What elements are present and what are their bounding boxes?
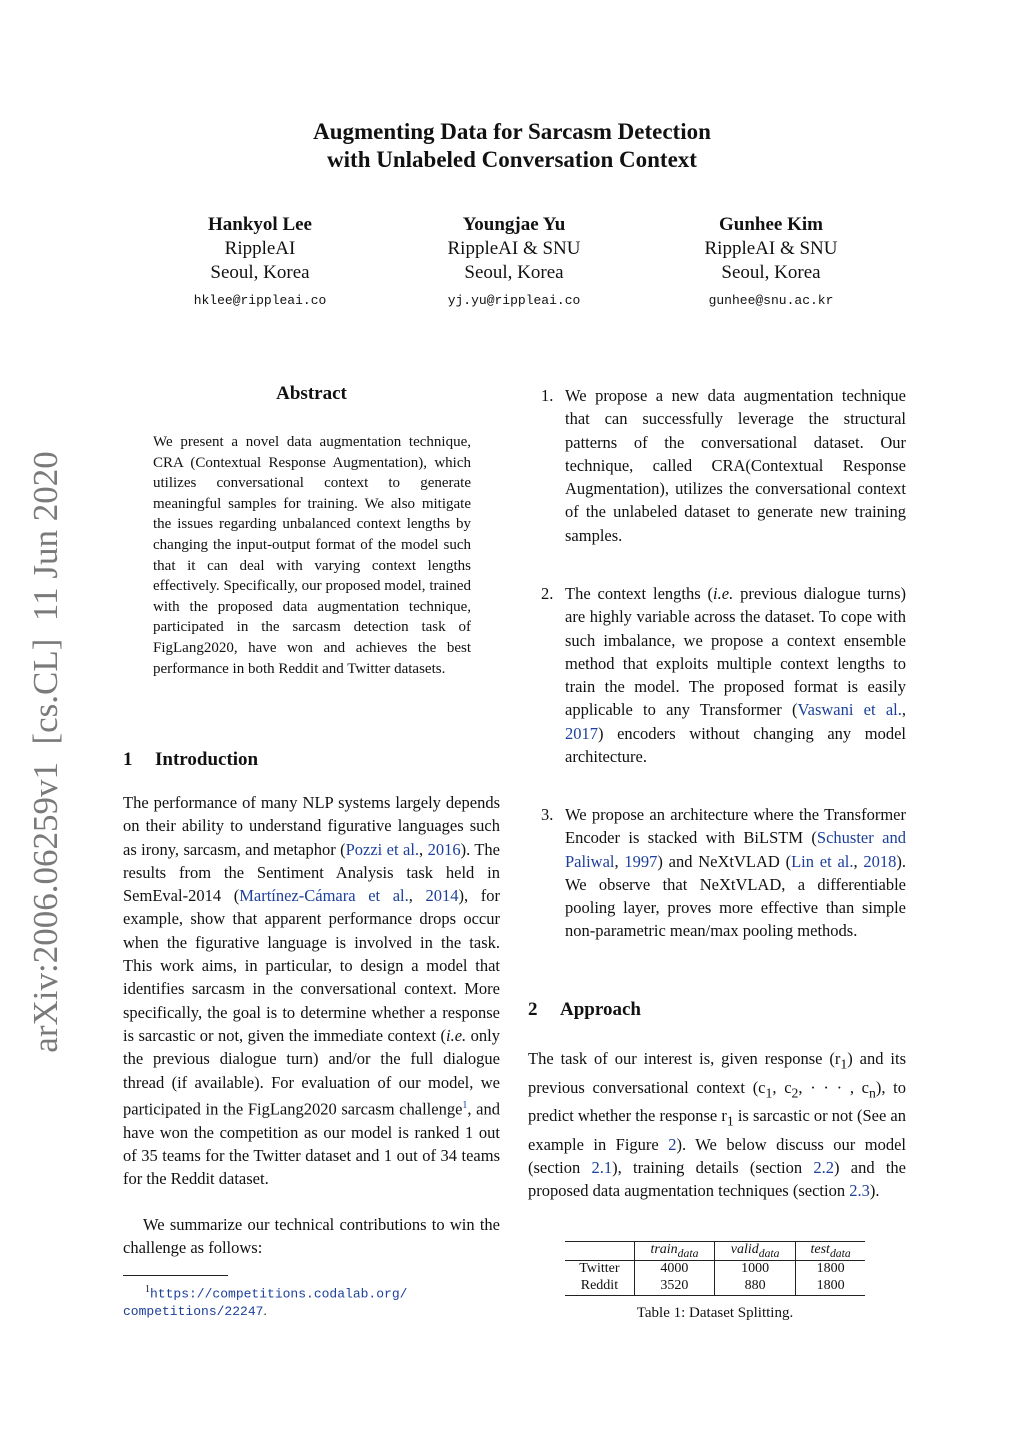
author-block-1 <box>130 213 390 313</box>
section-ref-link[interactable]: 2.3 <box>849 1181 870 1201</box>
footnote-marker[interactable]: 1 <box>462 1099 468 1111</box>
table-row-label: Twitter <box>565 1260 634 1278</box>
text-run: ) and the proposed data augmentation techniques (section <box>528 1158 907 1201</box>
author-affiliation: RippleAI & SNU <box>447 238 581 259</box>
table-header-cell <box>565 1242 634 1261</box>
citation-link[interactable]: 1997 <box>624 851 658 871</box>
subscript: 1 <box>765 1084 773 1100</box>
table-row-label: Reddit <box>565 1278 634 1296</box>
header-main: test <box>810 1242 830 1257</box>
text-run: The context lengths ( <box>565 584 714 603</box>
section-title: Approach <box>560 999 641 1020</box>
text-run: ). We observe that NeXtVLAD, a differentiable pooling layer, proves more effective than simple non-parametric mean/max pooling methods. <box>565 851 907 941</box>
contribution-item-2 <box>541 582 906 768</box>
list-text <box>565 803 906 943</box>
section-title: Introduction <box>155 749 259 770</box>
text-run: , · · · , c <box>798 1077 869 1097</box>
table-cell: 1800 <box>816 1278 845 1294</box>
dataset-table <box>565 1241 865 1296</box>
italic-text: i.e. <box>713 584 734 603</box>
table-header-cell <box>715 1242 796 1261</box>
title-line-1: Augmenting Data for Sarcasm Detection <box>313 119 711 144</box>
subscript: 2 <box>791 1084 799 1100</box>
intro-paragraph-2: We summarize our technical contributions to win the challenge as follows: <box>123 1215 500 1258</box>
table-row <box>565 1278 865 1296</box>
figure-ref-link[interactable]: 2 <box>668 1134 677 1154</box>
author-location: Seoul, Korea <box>210 262 310 283</box>
subscript: n <box>868 1084 876 1100</box>
arxiv-stamp-text: arXiv:2006.06259v1 [cs.CL] 11 Jun 2020 <box>26 451 65 1053</box>
footnote-url-line-1[interactable]: https://competitions.codalab.org/ <box>150 1286 408 1302</box>
list-text <box>565 582 906 768</box>
section-ref-link[interactable]: 2.1 <box>591 1158 613 1178</box>
header-sub: data <box>758 1246 780 1260</box>
text-run: , <box>419 839 428 859</box>
citation-link[interactable]: 2016 <box>427 839 461 859</box>
footnote-url-line-2[interactable]: competitions/22247 <box>123 1304 264 1320</box>
header-sub: data <box>677 1246 699 1260</box>
dataset-table-wrapper <box>565 1241 865 1296</box>
table-cell: 3520 <box>634 1278 714 1296</box>
text-run: is sarcastic or not (See an example in Figure <box>528 1106 906 1154</box>
list-number: 3. <box>541 805 554 824</box>
text-run: previous dialogue turns) are highly variable across the dataset. To cope with such imbalance, we propose a context ensemble method that exploits multiple context lengths to train the model. The proposed format is easily applicable to any Transformer ( <box>565 584 906 720</box>
italic-text: i.e. <box>446 1025 467 1045</box>
text-run: ), to predict whether the response r <box>528 1077 906 1126</box>
text-run: ) and its previous conversational context (c <box>528 1049 906 1097</box>
subscript: 1 <box>840 1056 848 1072</box>
citation-link[interactable]: Martínez-Cámara et al. <box>239 886 409 906</box>
list-text: We propose a new data augmentation technique that can successfully leverage the structural patterns of the conversational dataset. Our technique, called CRA(Contextual Response Augmentation), utilizes the conversational context of the unlabeled dataset to generate new training samples. <box>565 386 906 545</box>
citation-link[interactable]: 2014 <box>425 886 459 906</box>
text-run: only the previous dialogue turn) and/or the full dialogue thread (if available). For evaluation of our model, we participated in the FigLang2020 sarcasm challenge <box>123 1025 500 1119</box>
table-cell: 4000 <box>634 1260 714 1278</box>
contribution-item-1 <box>541 384 906 547</box>
text-run: , c <box>772 1077 792 1097</box>
approach-paragraph <box>528 1047 906 1203</box>
contribution-item-3 <box>541 803 906 943</box>
abstract-heading: Abstract <box>276 383 347 404</box>
footnote-number: 1 <box>145 1284 150 1295</box>
text-run: , and have won the competition as our model is ranked 1 out of 35 teams for the Twitter dataset and 1 out of 34 teams for the Reddit dataset. <box>123 1099 500 1189</box>
table-cell: 1000 <box>715 1260 796 1278</box>
citation-link[interactable]: Lin et al. <box>791 851 854 871</box>
author-location: Seoul, Korea <box>721 262 821 283</box>
text-run: The performance of many NLP systems largely depends on their ability to understand figurative languages such as irony, sarcasm, and metaphor ( <box>123 793 500 859</box>
text-run: ), for example, show that apparent performance drops occur when the figurative language is involved in the task. This work aims, in particular, to design a model that identifies sarcasm in the conversational context. More specifically, the goal is to determine whether a response is sarcastic or not, given the immediate context ( <box>123 886 501 1045</box>
table-row <box>565 1260 865 1278</box>
intro-heading <box>123 749 258 771</box>
author-name: Youngjae Yu <box>462 214 566 235</box>
author-location: Seoul, Korea <box>464 262 564 283</box>
author-email: yj.yu@rippleai.co <box>447 293 581 308</box>
table-cell: 1800 <box>816 1261 845 1277</box>
section-number: 2 <box>528 999 538 1020</box>
text-run: , <box>614 851 625 871</box>
citation-link[interactable]: 2018 <box>863 851 897 871</box>
text-run: , <box>853 851 864 871</box>
text-run: ), training details (section <box>612 1158 814 1178</box>
list-number: 1. <box>541 386 554 405</box>
citation-link[interactable]: Schuster and Paliwal <box>565 828 906 871</box>
text-run: ). <box>869 1181 880 1201</box>
footnote-rule <box>123 1275 228 1276</box>
author-email: gunhee@snu.ac.kr <box>708 293 834 308</box>
footnote <box>123 1281 500 1320</box>
section-number: 1 <box>123 749 133 770</box>
author-affiliation: RippleAI <box>224 238 296 259</box>
author-block-3 <box>641 213 901 313</box>
text-run: The task of our interest is, given response (r <box>528 1049 841 1068</box>
author-name: Hankyol Lee <box>208 214 312 235</box>
table-caption: Table 1: Dataset Splitting. <box>636 1305 794 1321</box>
subscript: 1 <box>726 1113 734 1129</box>
list-number: 2. <box>541 584 554 603</box>
text-run: , <box>408 886 426 906</box>
header-sub: data <box>829 1246 851 1260</box>
author-block-2 <box>384 213 644 313</box>
table-header-row <box>565 1242 865 1261</box>
paper-title <box>0 118 1024 174</box>
header-main: train <box>650 1242 678 1257</box>
table-cell: 880 <box>715 1278 796 1296</box>
author-name: Gunhee Kim <box>719 214 823 235</box>
table-header-cell <box>634 1242 714 1261</box>
text-run: . <box>263 1303 267 1319</box>
text-run: ). We below discuss our model (section <box>528 1134 906 1178</box>
author-email: hklee@rippleai.co <box>193 293 327 308</box>
text-run: ) and NeXtVLAD ( <box>657 851 792 871</box>
abstract-text: We present a novel data augmentation technique, CRA (Contextual Response Augmentation), which utilizes conversational context to generate meaningful samples for training. We also mitigate the issues regarding unbalanced context lengths by changing the input-output format of the model such that it can deal with varying context lengths effectively. Specifically, our proposed model, trained with the proposed data augmentation technique, participated in the sarcasm detection task of FigLang2020, have won and achieves the best performance in both Reddit and Twitter datasets. <box>153 434 471 677</box>
header-main: valid <box>730 1242 759 1257</box>
title-line-2: with Unlabeled Conversation Context <box>327 147 697 172</box>
approach-heading <box>528 999 641 1021</box>
citation-link[interactable]: Pozzi et al. <box>345 839 420 859</box>
citation-link[interactable]: 2017 <box>565 723 598 743</box>
table-header-cell <box>796 1242 865 1261</box>
text-run: , <box>901 700 906 720</box>
section-ref-link[interactable]: 2.2 <box>813 1158 835 1178</box>
text-run: ). The results from the Sentiment Analysis task held in SemEval-2014 ( <box>123 839 500 906</box>
text-run: We propose an architecture where the Transformer Encoder is stacked with BiLSTM ( <box>565 805 906 848</box>
citation-link[interactable]: Vaswani et al. <box>797 700 902 720</box>
author-affiliation: RippleAI & SNU <box>704 238 838 259</box>
text-run: ) encoders without changing any model architecture. <box>565 723 906 767</box>
intro-paragraph-1 <box>123 791 500 1191</box>
